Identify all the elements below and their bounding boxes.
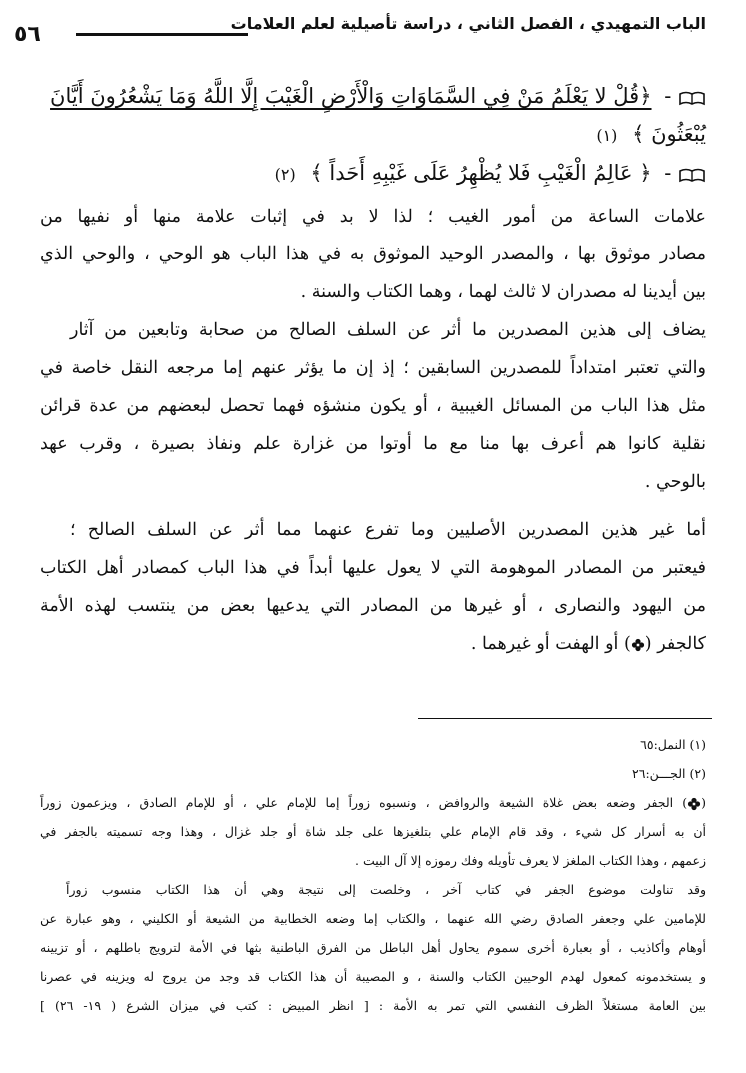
note-text-1: الجفر وضعه بعض غلاة الشيعة والروافض ، ونسبوه زوراً إما للإمام علي ، أو للإمام الصادق ، ويزعمون زوراً [40,795,674,810]
paragraph-3-line-2: فيعتبر من المصادر الموهومة التي لا يعول عليها أبداً في هذا الباب كمصادر أهل الكتاب [40,558,706,578]
footnote-note-line-6: أوهام وأكاذيب ، أو بعبارة أخرى سموم يحاول أهل الباطل من الفرق الباطنية بثها في الأمة لترويج باطلهم ، أو تزيينه [40,940,706,955]
note-marker: () [682,795,706,810]
page-number: ٥٦ [14,22,41,47]
paragraph-3-line-4: كالجفر () أو الهفت أو غيرهما . [470,634,706,654]
verse-2-line-1 [275,161,706,185]
verse-1-line-2 [596,122,706,146]
footnote-note-line-8: بين العامة مستغلاً الظرف النفسي التي تمر به الأمة : [ انظر المبيض : كتب في ميزان الشرع ( ١٩- ٢٦) ] [40,998,706,1013]
paragraph-2-line-4: نقلية كانوا هم أعرف بها منا مع ما أوتوا من غزارة علم ونفاذ بصيرة ، وقرب عهد [40,434,706,454]
header-rule [76,33,248,36]
footnote-note-line-2: أن به أسرار كل شيء ، وقد قام الإمام علي بتلغيزها على جلد شاة أو جلد غزال ، وهذا وجه تسميته بالجفر في [40,824,706,839]
paragraph-1-line-2: مصادر موثوق بها ، والمصدر الوحيد الموثوق به في هذا الباب هو الوحي ، والوحي الذي [40,244,706,264]
footnote-divider [418,718,712,719]
paragraph-2-line-1: يضاف إلى هذين المصدرين ما أثر عن السلف الصالح من صحابة وتابعين من آثار [70,320,706,340]
footnote-2: (٢) الجـــن:٢٦ [632,766,706,781]
footnote-note-line-5: للإمامين علي وجعفر الصادق رضي الله عنهما ، والكتاب إما وضعه الخطابية من الشيعة أو الكليني ، وهو عبارة عن [40,911,706,926]
footnote-1: (١) النمل:٦٥ [640,737,706,752]
flower-marker-icon [631,638,645,652]
paragraph-1-line-1: علامات الساعة من أمور الغيب ؛ لذا لا بد في إثبات علامة منها أو نفيها من [40,207,706,227]
verse-1-text-2: يُبْعَثُونَ ﴾ [632,122,706,146]
open-book-icon [678,167,706,183]
footnote-note-line-3: زعمهم ، وهذا الكتاب الملغز لا يعرف تأويله وفك رموزه إلا آل البيت . [355,853,706,868]
verse-bullet: - [664,161,706,185]
verse-2-text: ﴿ عَالِمُ الْغَيْبِ فَلا يُظْهِرُ عَلَى غَيْبِهِ أَحَداً ﴾ [310,161,652,185]
footnote-note-line-1 [40,795,706,811]
flower-marker-icon [687,797,701,811]
paragraph-2-line-2: والتي تعتبر امتداداً للمصدرين السابقين ؛ إذ إن ما يؤثر عنهم إما مرجعه النقل خاصة في [40,358,706,378]
paragraph-2-line-3: مثل هذا الباب من المسائل الغيبية ، أو يكون منشؤه فهما تحصل لبعضهم من عدة قرائن [40,396,706,416]
verse-1-line-1 [50,84,706,108]
paragraph-2-line-5: بالوحي . [644,472,706,492]
paragraph-3-tail: أو الهفت أو غيرهما . [470,634,619,654]
paragraph-3-line-3: من اليهود والنصارى ، أو غيرها من المصادر التي يدعيها بعض من ينتسب لهذه الأمة [40,596,706,616]
footnote-ref-2: (٢) [274,165,296,184]
footnote-ref-1: (١) [596,126,618,145]
paragraph-1-line-3: بين أيدينا له مصدران لا ثالث لهما ، وهما الكتاب والسنة . [300,282,706,302]
verse-bullet: - [664,84,706,108]
open-book-icon [678,90,706,106]
footnote-note-line-7: و يستخدمونه كمعول لهدم الوحيين الكتاب والسنة ، و المصيبة أن هذا الكتاب قد وجد من يروج له ويزينه في عصرنا [40,969,706,984]
footnote-note-line-4: وقد تناولت موضوع الجفر في كتاب آخر ، وخلصت إلى نتيجة وهي أن هذا الكتاب منسوب زوراً [66,882,706,897]
jafr-word: كالجفر [657,634,706,654]
running-header: الباب التمهيدي ، الفصل الثاني ، دراسة تأصيلية لعلم العلامات [230,14,706,33]
verse-1-text-1: ﴿قُلْ لا يَعْلَمُ مَنْ فِي السَّمَاوَاتِ وَالْأَرْضِ الْغَيْبَ إِلَّا اللَّهُ وَمَا يَشْعُرُونَ أَيَّانَ [50,84,652,108]
paragraph-3-line-1: أما غير هذين المصدرين الأصليين وما تفرع عنهما مما أثر عن السلف الصالح ؛ [70,520,706,540]
